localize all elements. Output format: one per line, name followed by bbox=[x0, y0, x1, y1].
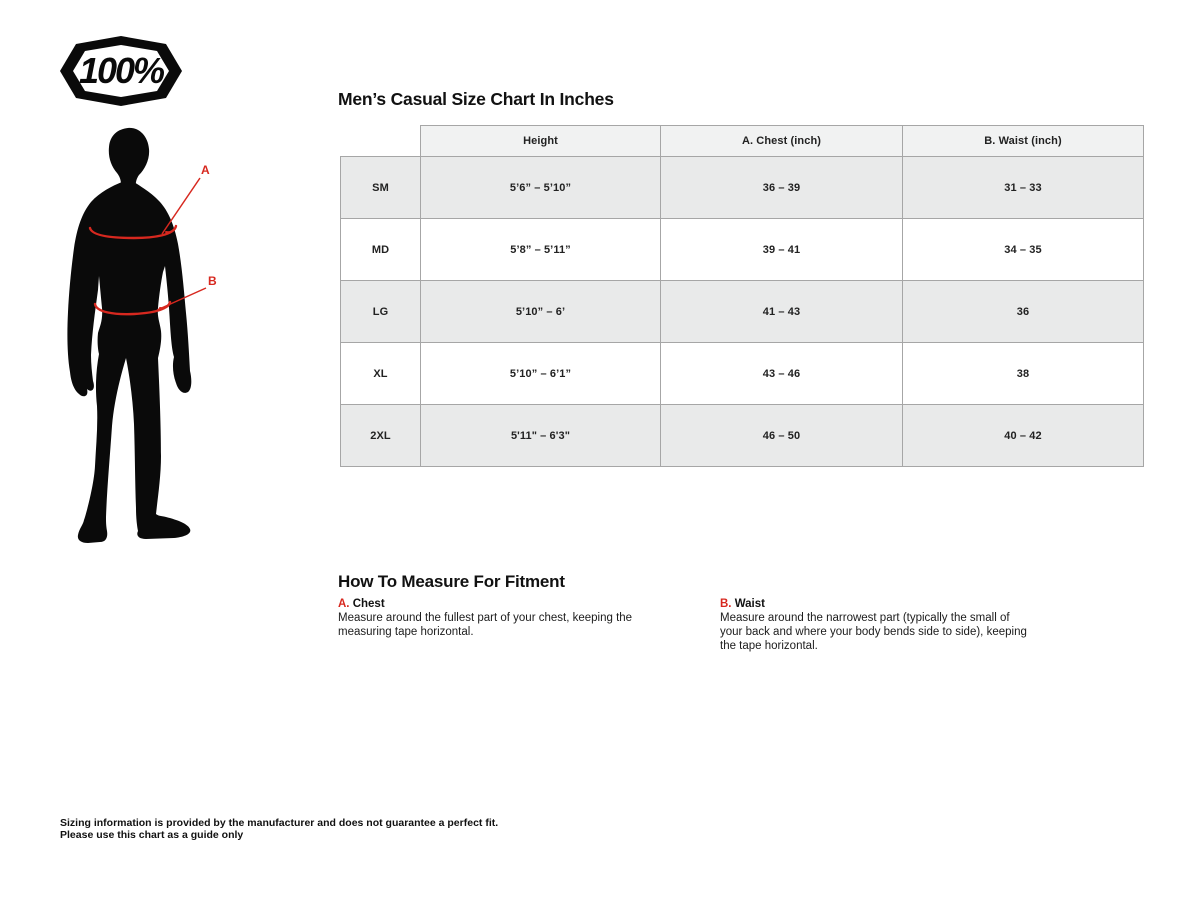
chest-callout-label: A bbox=[201, 163, 210, 177]
body-silhouette-figure bbox=[62, 126, 217, 548]
size-table-blank-corner bbox=[341, 126, 421, 157]
measure-waist-key: B. bbox=[720, 598, 732, 610]
silhouette-body bbox=[67, 182, 191, 543]
logo-text: 100% bbox=[78, 50, 164, 91]
height-value: 5'11" – 6'3" bbox=[421, 405, 661, 467]
measure-chest-label bbox=[338, 598, 648, 610]
waist-callout-label: B bbox=[208, 274, 217, 288]
size-label: 2XL bbox=[341, 405, 421, 467]
measure-section-title: How To Measure For Fitment bbox=[338, 572, 565, 591]
measure-waist-name: Waist bbox=[734, 598, 765, 610]
brand-logo-100percent bbox=[58, 34, 184, 108]
table-row-sm bbox=[341, 157, 1144, 219]
chest-callout-leader bbox=[162, 178, 200, 234]
table-row-md bbox=[341, 219, 1144, 281]
size-label: SM bbox=[341, 157, 421, 219]
chest-value: 39 – 41 bbox=[661, 219, 903, 281]
measure-chest-text: Measure around the fullest part of your chest, keeping the measuring tape horizontal. bbox=[338, 612, 633, 638]
table-row-lg bbox=[341, 281, 1144, 343]
size-table-container bbox=[340, 125, 1144, 467]
measure-waist-label bbox=[720, 598, 1030, 610]
measure-chest-name: Chest bbox=[352, 598, 385, 610]
waist-value: 40 – 42 bbox=[903, 405, 1144, 467]
height-value: 5’10” – 6’1” bbox=[421, 343, 661, 405]
column-header-waist: B. Waist (inch) bbox=[903, 126, 1144, 157]
column-header-chest: A. Chest (inch) bbox=[661, 126, 903, 157]
sizing-disclaimer bbox=[60, 818, 498, 841]
table-row-2xl bbox=[341, 405, 1144, 467]
disclaimer-line-1: Sizing information is provided by the manufacturer and does not guarantee a perfect fit. bbox=[60, 817, 499, 829]
measure-instruction-waist bbox=[720, 598, 1030, 653]
chest-value: 46 – 50 bbox=[661, 405, 903, 467]
waist-value: 36 bbox=[903, 281, 1144, 343]
measure-instruction-chest bbox=[338, 598, 648, 639]
height-value: 5’10” – 6’ bbox=[421, 281, 661, 343]
silhouette-head bbox=[109, 128, 149, 191]
height-value: 5’6” – 5’10” bbox=[421, 157, 661, 219]
chest-value: 41 – 43 bbox=[661, 281, 903, 343]
waist-value: 34 – 35 bbox=[903, 219, 1144, 281]
measure-waist-text: Measure around the narrowest part (typically the small of your back and where your body bends side to side), keeping the tape horizontal. bbox=[720, 612, 1027, 652]
chest-value: 36 – 39 bbox=[661, 157, 903, 219]
waist-value: 38 bbox=[903, 343, 1144, 405]
size-label: XL bbox=[341, 343, 421, 405]
waist-value: 31 – 33 bbox=[903, 157, 1144, 219]
height-value: 5’8” – 5’11” bbox=[421, 219, 661, 281]
size-table bbox=[340, 125, 1144, 467]
table-row-xl bbox=[341, 343, 1144, 405]
disclaimer-line-2: Please use this chart as a guide only bbox=[60, 828, 244, 841]
size-label: MD bbox=[341, 219, 421, 281]
size-table-header-row bbox=[341, 126, 1144, 157]
column-header-height: Height bbox=[421, 126, 661, 157]
measure-chest-key: A. bbox=[338, 598, 350, 610]
chest-value: 43 – 46 bbox=[661, 343, 903, 405]
size-chart-title: Men’s Casual Size Chart In Inches bbox=[338, 89, 614, 109]
size-label: LG bbox=[341, 281, 421, 343]
